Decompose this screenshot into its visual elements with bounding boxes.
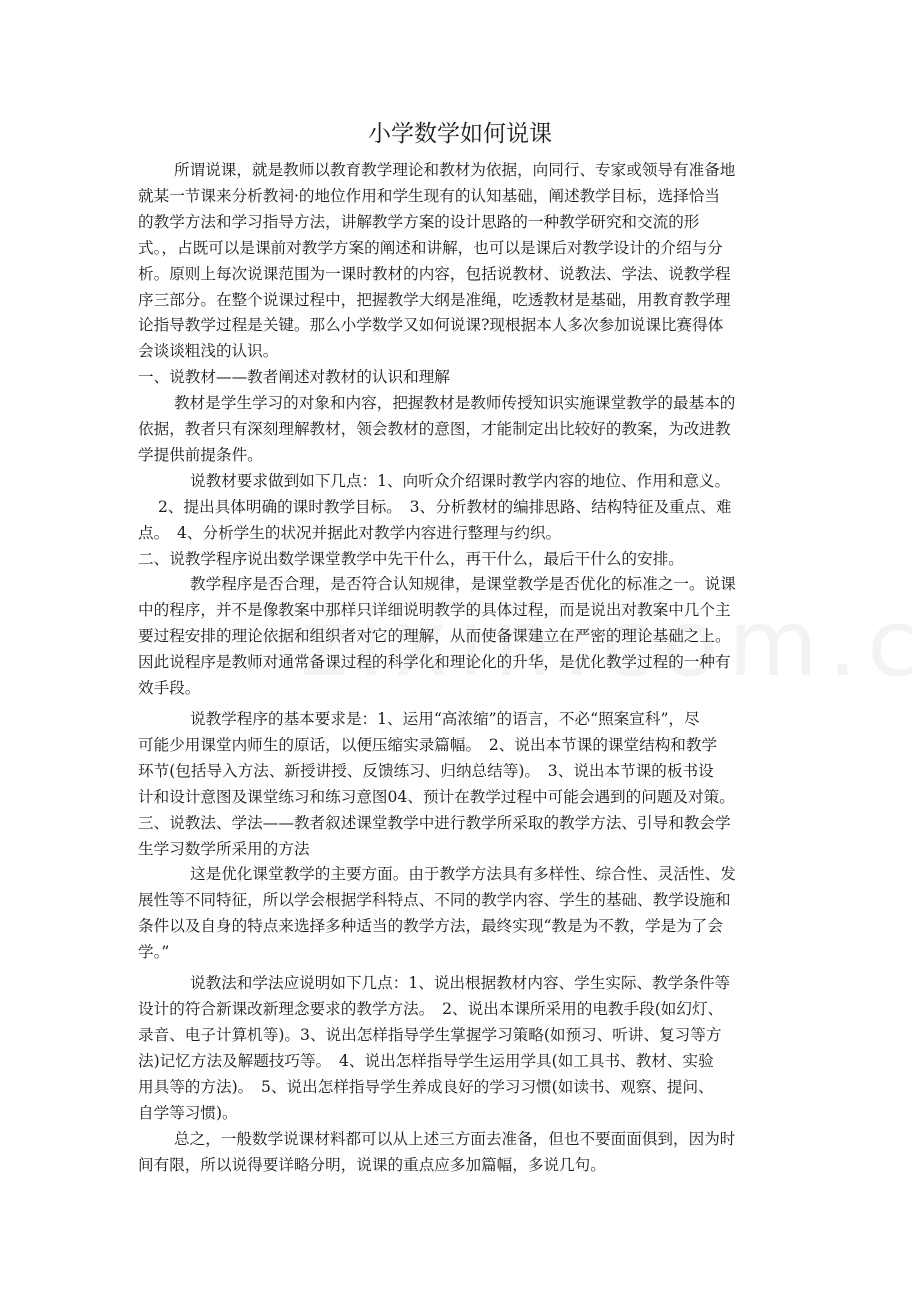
text-line: 式。，占既可以是课前对教学方案的阐述和讲解，也可以是课后对教学设计的介绍与分 xyxy=(138,239,723,257)
text-line: 二、说教学程序说出数学课堂教学中先干什么，再干什么，最后干什么的安排。 xyxy=(138,550,684,568)
text-line: 这是优化课堂教学的主要方面。由于教学方法具有多样性、综合性、灵活性、发 xyxy=(190,865,736,883)
text-line: 就某一节课来分析教祠·的地位作用和学生现有的认知基础，阐述教学目标，选择恰当 xyxy=(138,187,720,205)
text-line: 录音、电子计算机等)。3、说出怎样指导学生掌握学习策略(如预习、听讲、复习等方 xyxy=(138,1026,722,1044)
text-line: 所谓说课，就是教师以教育教学理论和教材为依据，向同行、专家或领导有准备地 xyxy=(174,161,736,179)
text-line: 自学等习惯)。 xyxy=(138,1104,238,1122)
text-line: 的教学方法和学习指导方法，讲解教学方案的设计思路的一种教学研究和交流的形 xyxy=(138,213,700,231)
text-line: 总之，一般数学说课材料都可以从上述三方面去准备，但也不要面面俱到，因为时 xyxy=(174,1130,736,1148)
document-title: 小学数学如何说课 xyxy=(368,121,552,147)
text-line: 可能少用课堂内师生的原话，以便压缩实录篇幅。 2、说出本节课的课堂结构和教学 xyxy=(138,736,718,754)
text-line: 说教学程序的基本要求是：1、运用“高浓缩”的语言，不必“照案宣科”，尽 xyxy=(190,710,700,728)
text-line: 教学程序是否合理，是否符合认知规律，是课堂教学是否优化的标准之一。说课 xyxy=(190,575,736,593)
text-line: 因此说程序是教师对通常备课过程的科学化和理论化的升华，是优化教学过程的一种有 xyxy=(138,653,731,671)
text-line: 2、提出具体明确的课时教学目标。 3、分析教材的编排思路、结构特征及重点、难 xyxy=(158,498,732,516)
text-line: 法)记忆方法及解题技巧等。 4、说出怎样指导学生运用学具(如工具书、教材、实验 xyxy=(138,1052,714,1070)
text-line: 计和设计意图及课堂练习和练习意图04、预计在教学过程中可能会遇到的问题及对策。 xyxy=(138,788,735,806)
text-line: 效手段。 xyxy=(138,679,201,697)
text-line: 析。原则上每次说课范围为一课时教材的内容，包括说教材、说教法、学法、说教学程 xyxy=(138,265,731,283)
text-line: 中的程序，并不是像教案中那样只详细说明教学的具体过程，而是说出对教案中几个主 xyxy=(138,601,731,619)
text-line: 点。 4、分析学生的状况并据此对教学内容进行整理与约织。 xyxy=(138,524,562,542)
text-line: 教材是学生学习的对象和内容，把握教材是教师传授知识实施课堂教学的最基本的 xyxy=(174,394,736,412)
text-line: 依据，教者只有深刻理解教材，领会教材的意图，才能制定出比较好的教案，为改进教 xyxy=(138,420,731,438)
text-line: 说教法和学法应说明如下几点：1、说出根据教材内容、学生实际、教学条件等 xyxy=(190,974,731,992)
text-line: 论指导教学过程是关键。那么小学数学又如何说课?现根据本人多次参加说课比赛得体 xyxy=(138,316,724,334)
text-line: 环节(包括导入方法、新授讲授、反馈练习、归纳总结等)。 3、说出本节课的板书设 xyxy=(138,762,714,780)
text-line: 三、说教法、学法——教者叙述课堂教学中进行教学所采取的教学方法、引导和教会学 xyxy=(138,814,731,832)
text-line: 条件以及自身的特点来选择多种适当的教学方法，最终实现“教是为不教，学是为了会 xyxy=(138,917,723,935)
text-line: 用具等的方法)。 5、说出怎样指导学生养成良好的学习习惯(如读书、观察、提问、 xyxy=(138,1078,714,1096)
text-line: 一、说教材——教者阐述对教材的认识和理解 xyxy=(138,368,450,386)
text-line: 会谈谈粗浅的认识。 xyxy=(138,342,279,360)
text-line: 序三部分。在整个说课过程中，把握教学大纲是准绳，吃透教材是基础，用教育教学理 xyxy=(138,291,731,309)
text-line: 学。” xyxy=(138,943,170,961)
text-line: 学提供前提条件。 xyxy=(138,446,263,464)
text-line: 间有限，所以说得要详略分明，说课的重点应多加篇幅，多说几句。 xyxy=(138,1156,606,1174)
text-line: 生学习数学所采用的方法 xyxy=(138,840,310,858)
text-line: 展性等不同特征，所以学会根据学科特点、不同的教学内容、学生的基础、教学设施和 xyxy=(138,891,731,909)
text-line: 要过程安排的理论依据和组织者对它的理解，从而使备课建立在严密的理论基础之上。 xyxy=(138,627,731,645)
text-line: 设计的符合新课改新理念要求的教学方法。 2、说出本课所采用的电教手段(如幻灯、 xyxy=(138,1000,724,1018)
text-line: 说教材要求做到如下几点：1、向听众介绍课时教学内容的地位、作用和意义。 xyxy=(190,472,731,490)
